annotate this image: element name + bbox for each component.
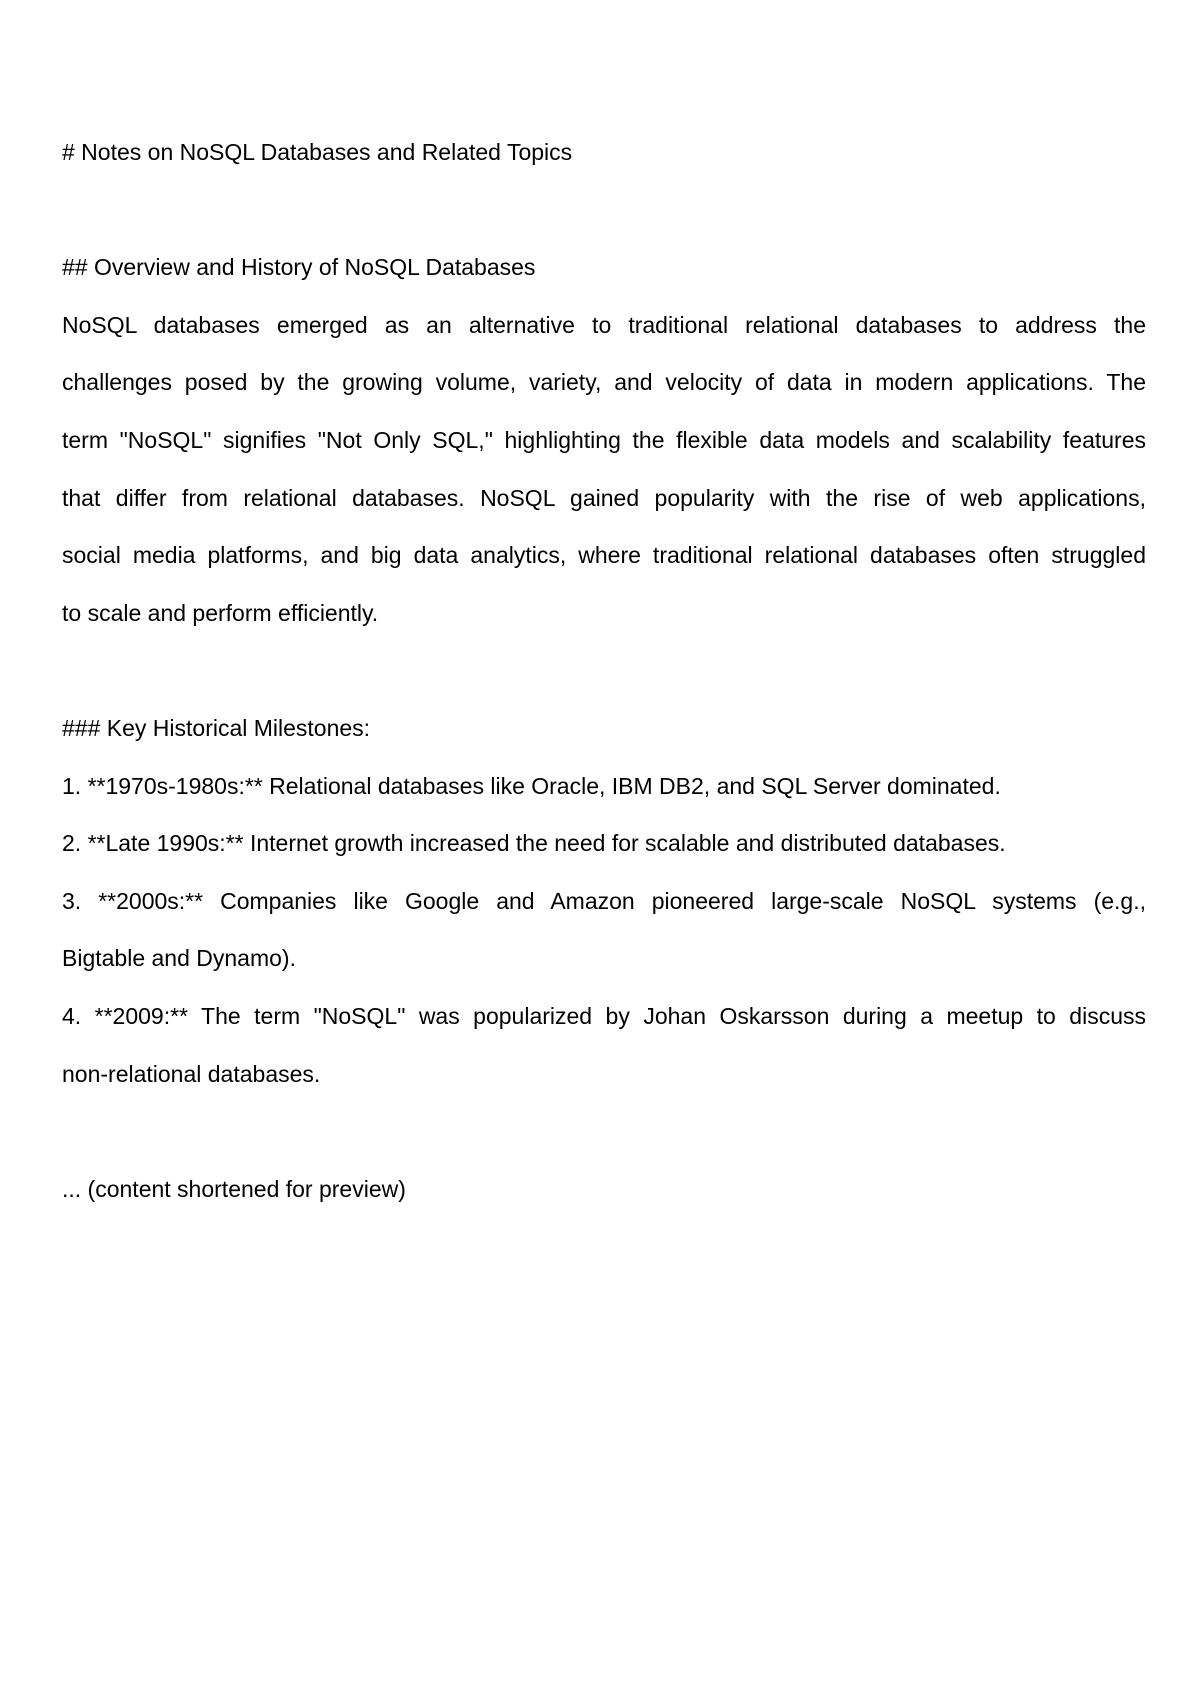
document-title: # Notes on NoSQL Databases and Related Topics [62,139,573,165]
milestone-item: 3. **2000s:** Companies like Google and Amazon pioneered large-scale NoSQL systems (e.g., [62,887,1146,914]
paragraph-line: to scale and perform efficiently. [62,599,379,626]
paragraph-line: social media platforms, and big data analytics, where traditional relational databases often struggled [62,542,1146,569]
spacer [62,1103,1146,1161]
spacer [62,642,1146,700]
paragraph-line: challenges posed by the growing volume, variety, and velocity of data in modern applications. The [62,369,1146,396]
milestone-item: 2. **Late 1990s:** Internet growth increased the need for scalable and distributed databases. [62,830,1006,857]
document-content [62,124,1146,1218]
paragraph-line: NoSQL databases emerged as an alternative to traditional relational databases to address the [62,311,1146,338]
milestone-item-continuation: Bigtable and Dynamo). [62,945,296,972]
subsection-heading: ### Key Historical Milestones: [62,714,371,741]
milestone-item-continuation: non-relational databases. [62,1060,321,1087]
footer-note: ... (content shortened for preview) [62,1175,406,1202]
spacer [62,182,1146,240]
paragraph-line: that differ from relational databases. NoSQL gained popularity with the rise of web applications, [62,484,1146,511]
milestone-item: 1. **1970s-1980s:** Relational databases like Oracle, IBM DB2, and SQL Server dominated. [62,772,1001,799]
section-heading: ## Overview and History of NoSQL Databases [62,254,536,281]
milestone-item: 4. **2009:** The term "NoSQL" was popularized by Johan Oskarsson during a meetup to discuss [62,1002,1146,1029]
paragraph-line: term "NoSQL" signifies "Not Only SQL," highlighting the flexible data models and scalability features [62,426,1146,453]
